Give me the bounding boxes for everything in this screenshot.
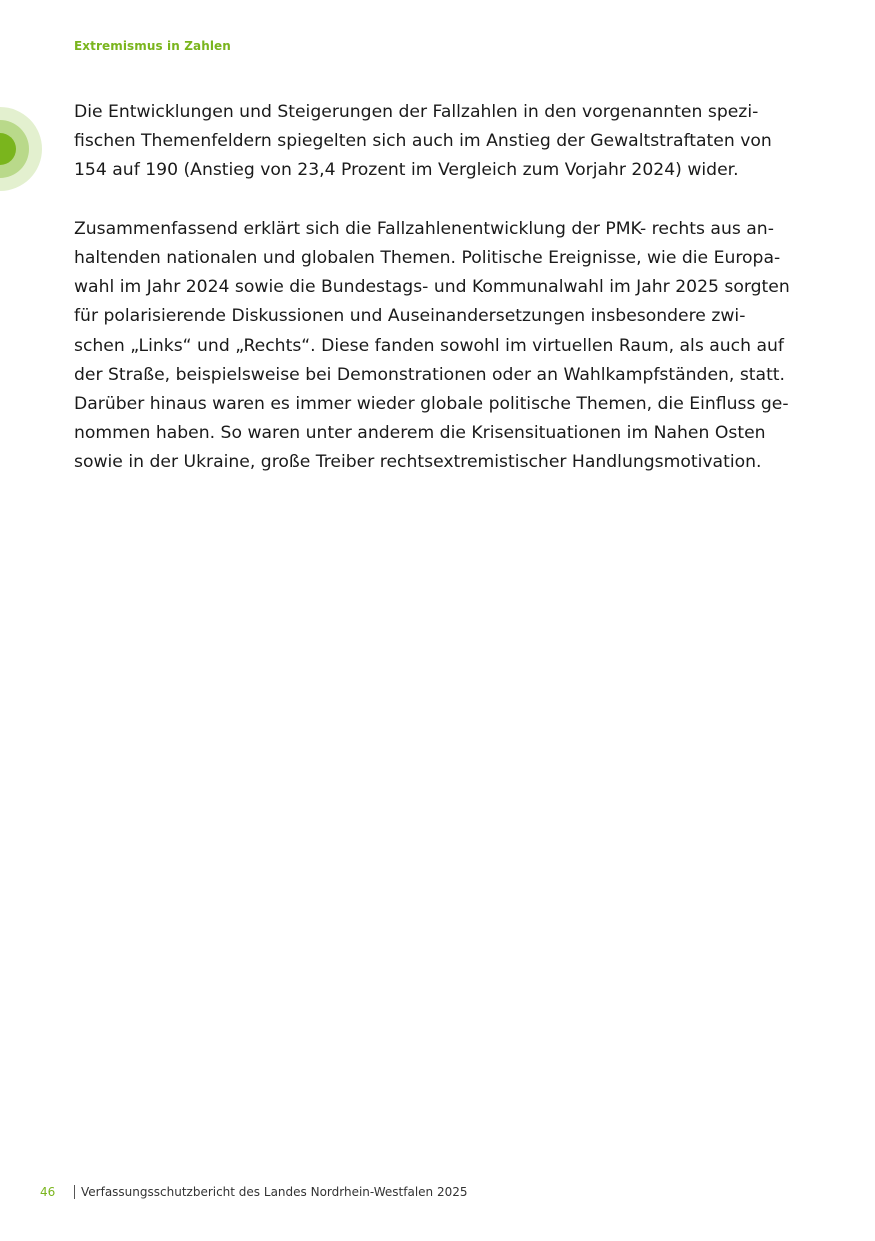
concentric-circles-icon [0,106,42,192]
footer-divider [74,1185,75,1199]
text-line: wahl im Jahr 2024 sowie die Bundestags- und Kommunalwahl im Jahr 2025 sorgten [74,277,790,298]
text-line: Die Entwicklungen und Steigerungen der Fallzahlen in den vorgenannten spezi- [74,102,759,122]
text-line: schen „Links“ und „Rechts“. Diese fanden sowohl im virtuellen Raum, als auch auf [74,335,784,356]
text-line: Zusammenfassend erklärt sich die Fallzahlenentwicklung der PMK- rechts aus an- [74,218,774,239]
text-line: Darüber hinaus waren es immer wieder globale politische Themen, die Einfluss ge- [74,394,789,415]
text-line: sowie in der Ukraine, große Treiber rechtsextremistischer Handlungsmotivation. [74,452,762,473]
text-line: nommen haben. So waren unter anderem die Krisensituationen im Nahen Osten [74,423,766,444]
paragraph-1 [74,98,804,186]
body-text [74,98,804,507]
paragraph-2 [74,215,804,478]
text-line: 154 auf 190 (Anstieg von 23,4 Prozent im Vergleich zum Vorjahr 2024) wider. [74,160,739,181]
text-line: für polarisierende Diskussionen und Auseinandersetzungen insbesondere zwi- [74,306,746,327]
text-line: der Straße, beispielsweise bei Demonstrationen oder an Wahlkampfständen, statt. [74,364,786,385]
publication-title: Verfassungsschutzbericht des Landes Nordrhein-Westfalen 2025 [81,1185,468,1199]
page-number: 46 [40,1185,56,1199]
running-header: Extremismus in Zahlen [74,39,231,53]
text-line: fischen Themenfeldern spiegelten sich auch im Anstieg der Gewaltstraftaten von [74,131,772,152]
page-footer [40,1185,468,1199]
text-line: haltenden nationalen und globalen Themen. Politische Ereignisse, wie die Europa- [74,248,781,268]
